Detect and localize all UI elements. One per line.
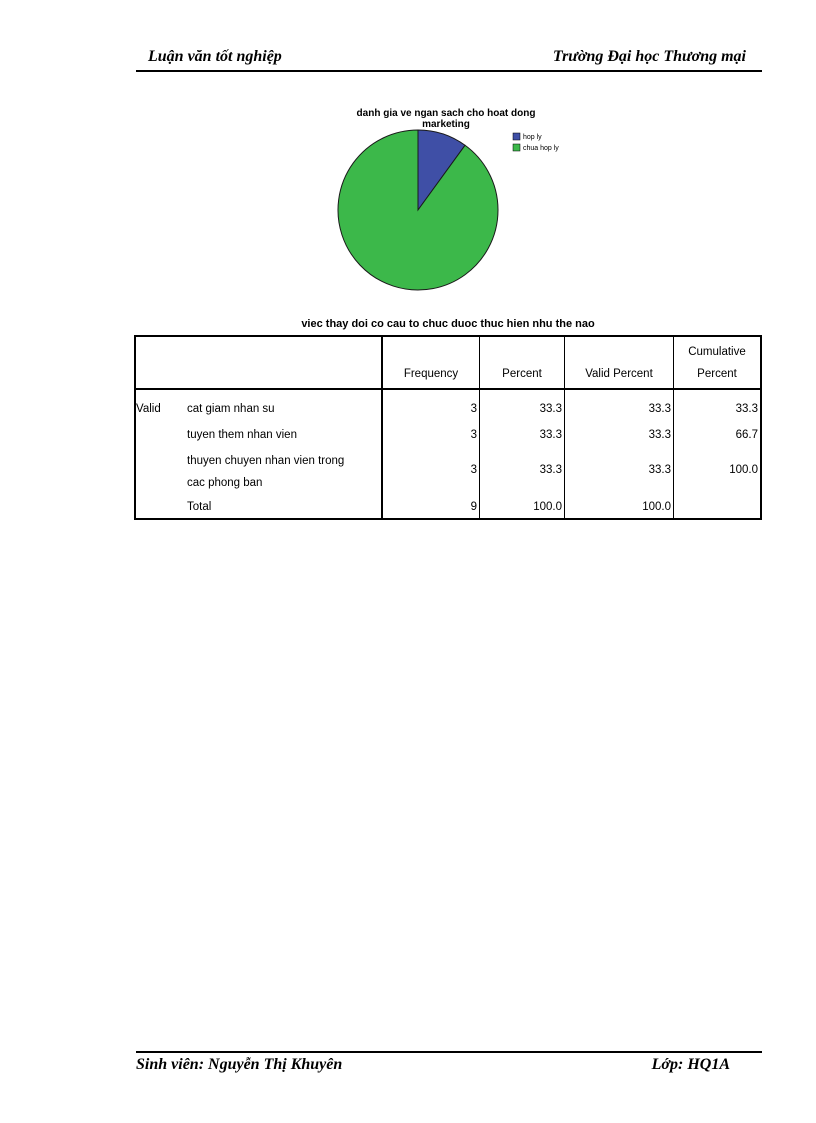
row-category-total: Total xyxy=(187,501,212,513)
footer-right: Lớp: HQ1A xyxy=(651,1056,730,1073)
header-left: Luận văn tốt nghiệp xyxy=(148,48,282,65)
legend-label-chua-hop-ly: chua hop ly xyxy=(523,145,559,152)
table-row xyxy=(135,446,761,494)
row-cumulative-total xyxy=(674,494,762,519)
row-percent: 33.3 xyxy=(480,446,565,494)
pie-slice-chua-hop-ly xyxy=(338,130,498,290)
header-valid-percent: Valid Percent xyxy=(565,336,674,389)
chart-legend xyxy=(513,133,559,152)
legend-swatch-chua-hop-ly xyxy=(513,144,520,151)
legend-label-hop-ly: hop ly xyxy=(523,134,542,141)
frequency-table xyxy=(134,335,762,520)
row-category: tuyen them nhan vien xyxy=(187,429,297,441)
row-percent-total: 100.0 xyxy=(480,494,565,519)
row-frequency-total: 9 xyxy=(382,494,480,519)
legend-swatch-hop-ly xyxy=(513,133,520,140)
row-valid-percent: 33.3 xyxy=(565,420,674,446)
pie-slices xyxy=(338,130,498,290)
row-frequency: 3 xyxy=(382,389,480,420)
header-cumulative-line1: Cumulative xyxy=(688,346,746,358)
row-cumulative: 100.0 xyxy=(674,446,762,494)
chart-title-line2: marketing xyxy=(422,119,470,130)
header-empty-label xyxy=(135,336,177,389)
footer-left: Sinh viên: Nguyễn Thị Khuyên xyxy=(136,1056,343,1073)
row-category xyxy=(177,446,382,494)
pie-chart xyxy=(320,100,580,295)
header-empty-category xyxy=(177,336,382,389)
row-valid-percent-total: 100.0 xyxy=(565,494,674,519)
row-frequency: 3 xyxy=(382,420,480,446)
header-cumulative-line2: Percent xyxy=(697,368,737,380)
table-row xyxy=(135,389,761,420)
row-percent: 33.3 xyxy=(480,420,565,446)
row-percent: 33.3 xyxy=(480,389,565,420)
row-cumulative: 33.3 xyxy=(674,389,762,420)
table-row xyxy=(135,420,761,446)
row-cumulative: 66.7 xyxy=(674,420,762,446)
header-percent: Percent xyxy=(480,336,565,389)
header-rule xyxy=(136,70,762,72)
header-cumulative-percent xyxy=(674,336,762,389)
table-title: viec thay doi co cau to chuc duoc thuc hien nhu the nao xyxy=(301,318,595,330)
header-right: Trường Đại học Thương mại xyxy=(552,48,746,65)
footer-rule xyxy=(136,1051,762,1053)
row-valid-percent: 33.3 xyxy=(565,446,674,494)
header-frequency: Frequency xyxy=(382,336,480,389)
table-row-total xyxy=(135,494,761,519)
row-valid-percent: 33.3 xyxy=(565,389,674,420)
row-category: cat giam nhan su xyxy=(187,403,275,415)
row-category-line2: cac phong ban xyxy=(187,477,263,489)
row-category-line1: thuyen chuyen nhan vien trong xyxy=(187,455,345,467)
row-frequency: 3 xyxy=(382,446,480,494)
group-label: Valid xyxy=(136,403,161,415)
chart-title-line1: danh gia ve ngan sach cho hoat dong xyxy=(356,108,536,119)
